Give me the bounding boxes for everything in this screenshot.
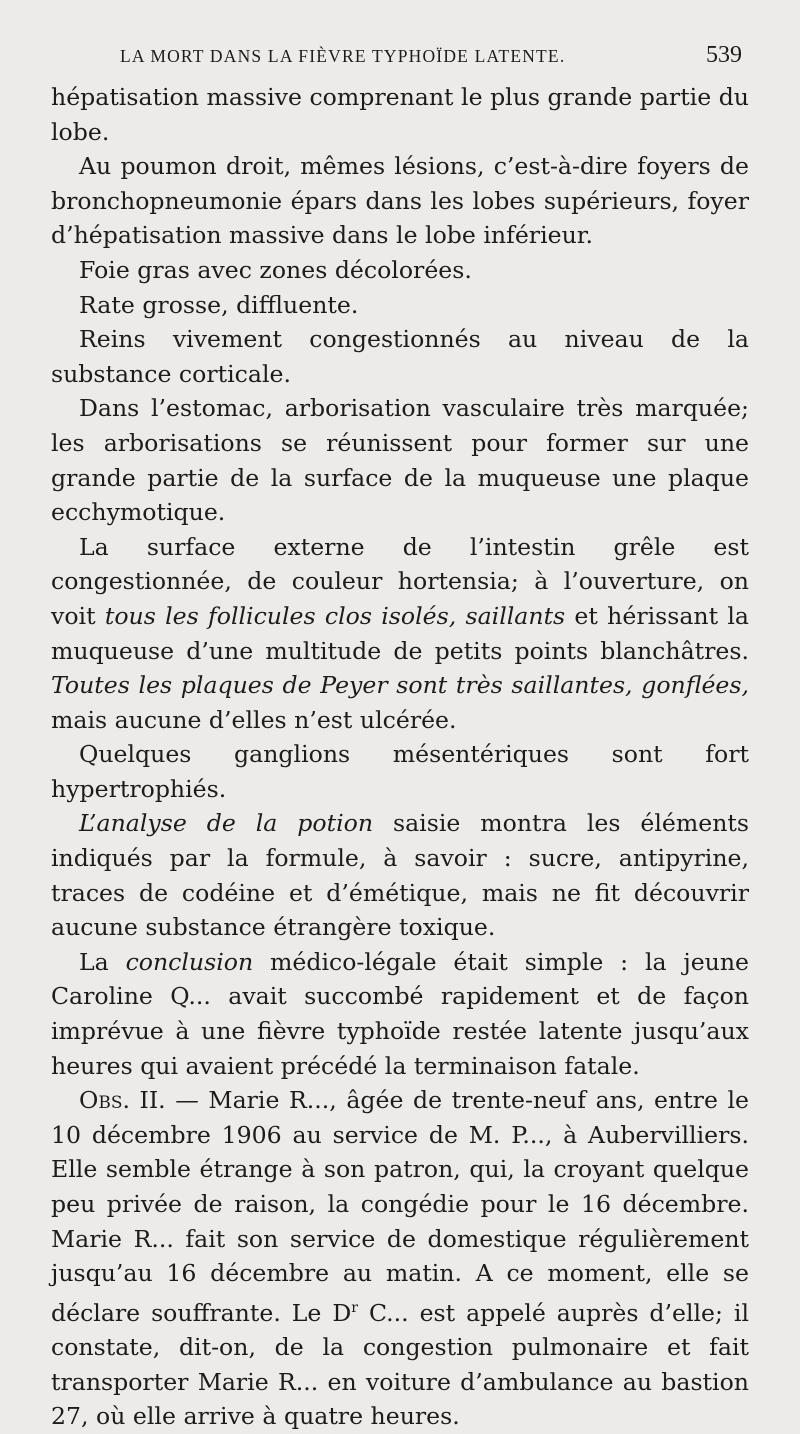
italic-text: Toutes les plaques de Peyer sont très saillantes, gonflées,	[51, 671, 749, 700]
text-segment: mais aucune d’elles n’est ulcérée.	[51, 705, 457, 734]
italic-text: tous les follicules clos isolés, saillants	[104, 601, 566, 630]
paragraph	[51, 945, 749, 1083]
text-segment: Foie gras avec zones décolorées.	[79, 255, 472, 284]
paragraph	[51, 737, 749, 806]
text-segment: Au poumon droit, mêmes lésions, c’est-à-dire foyers de bronchopneumonie épars dans les lobes supérieurs, foyer d’hépatisation massive dans le lobe inférieur.	[51, 152, 749, 250]
text-segment: r	[351, 1299, 359, 1316]
paragraph	[51, 391, 749, 529]
running-header	[108, 42, 742, 74]
paragraph	[51, 149, 749, 253]
text-segment: C... est appelé auprès d’elle; il constate, dit-on, de la congestion pulmonaire et fait transporter Marie R... en voiture d’ambulance au bastion 27, où elle arrive à quatre heures.	[51, 1298, 749, 1431]
text-segment: Reins vivement congestionnés au niveau de la substance corticale.	[51, 325, 749, 388]
paragraph	[51, 288, 749, 323]
text-segment: et hérissant la muqueuse d’une multitude de petits points blanchâtres.	[51, 601, 749, 665]
paragraph	[51, 80, 749, 149]
text-segment: saisie montra les éléments indiqués par la formule, à savoir : sucre, antipyrine, traces de codéine et d’émétique, mais ne fit découvrir aucune substance étrangère toxique.	[51, 809, 749, 942]
paragraph	[51, 530, 749, 738]
italic-text: L’analyse de la potion	[79, 809, 374, 838]
small-caps-text: Obs. II.	[79, 1086, 166, 1115]
paragraph	[51, 1083, 749, 1434]
text-segment: — Marie R..., âgée de trente-neuf ans, entre le 10 décembre 1906 au service de M. P..., à Aubervilliers. Elle semble étrange à son patron, qui, la croyant quelque peu privée de raison, la congédie pour le 16 décembre. Marie R... fait son service de domestique régulièrement jusqu’au 16 décembre au matin. A ce moment, elle se déclare souffrante. Le D	[51, 1086, 749, 1327]
body-text	[51, 80, 749, 1434]
italic-text: conclusion	[125, 947, 254, 976]
text-segment: Dans l’estomac, arborisation vasculaire très marquée; les arborisations se réunissent pour former sur une grande partie de la surface de la muqueuse une plaque ecchymotique.	[51, 394, 749, 527]
text-segment: Quelques ganglions mésentériques sont fort hypertrophiés.	[51, 740, 749, 803]
paragraph	[51, 253, 749, 288]
page-number: 539	[706, 42, 742, 68]
text-segment: La	[79, 947, 126, 976]
paragraph	[51, 806, 749, 944]
text-segment: La surface externe de l’intestin grêle est congestionnée, de couleur hortensia; à l’ouverture, on voit	[51, 532, 749, 630]
paragraph	[51, 322, 749, 391]
running-title: LA MORT DANS LA FIÈVRE TYPHOÏDE LATENTE.	[120, 46, 566, 66]
text-segment: médico-légale était simple : la jeune Caroline Q... avait succombé rapidement et de façon imprévue à une fièvre typhoïde restée latente jusqu’aux heures qui avaient précédé la terminaison fatale.	[51, 947, 750, 1080]
text-segment: hépatisation massive comprenant le plus grande partie du lobe.	[51, 83, 749, 146]
text-segment: Rate grosse, diffluente.	[79, 290, 359, 319]
